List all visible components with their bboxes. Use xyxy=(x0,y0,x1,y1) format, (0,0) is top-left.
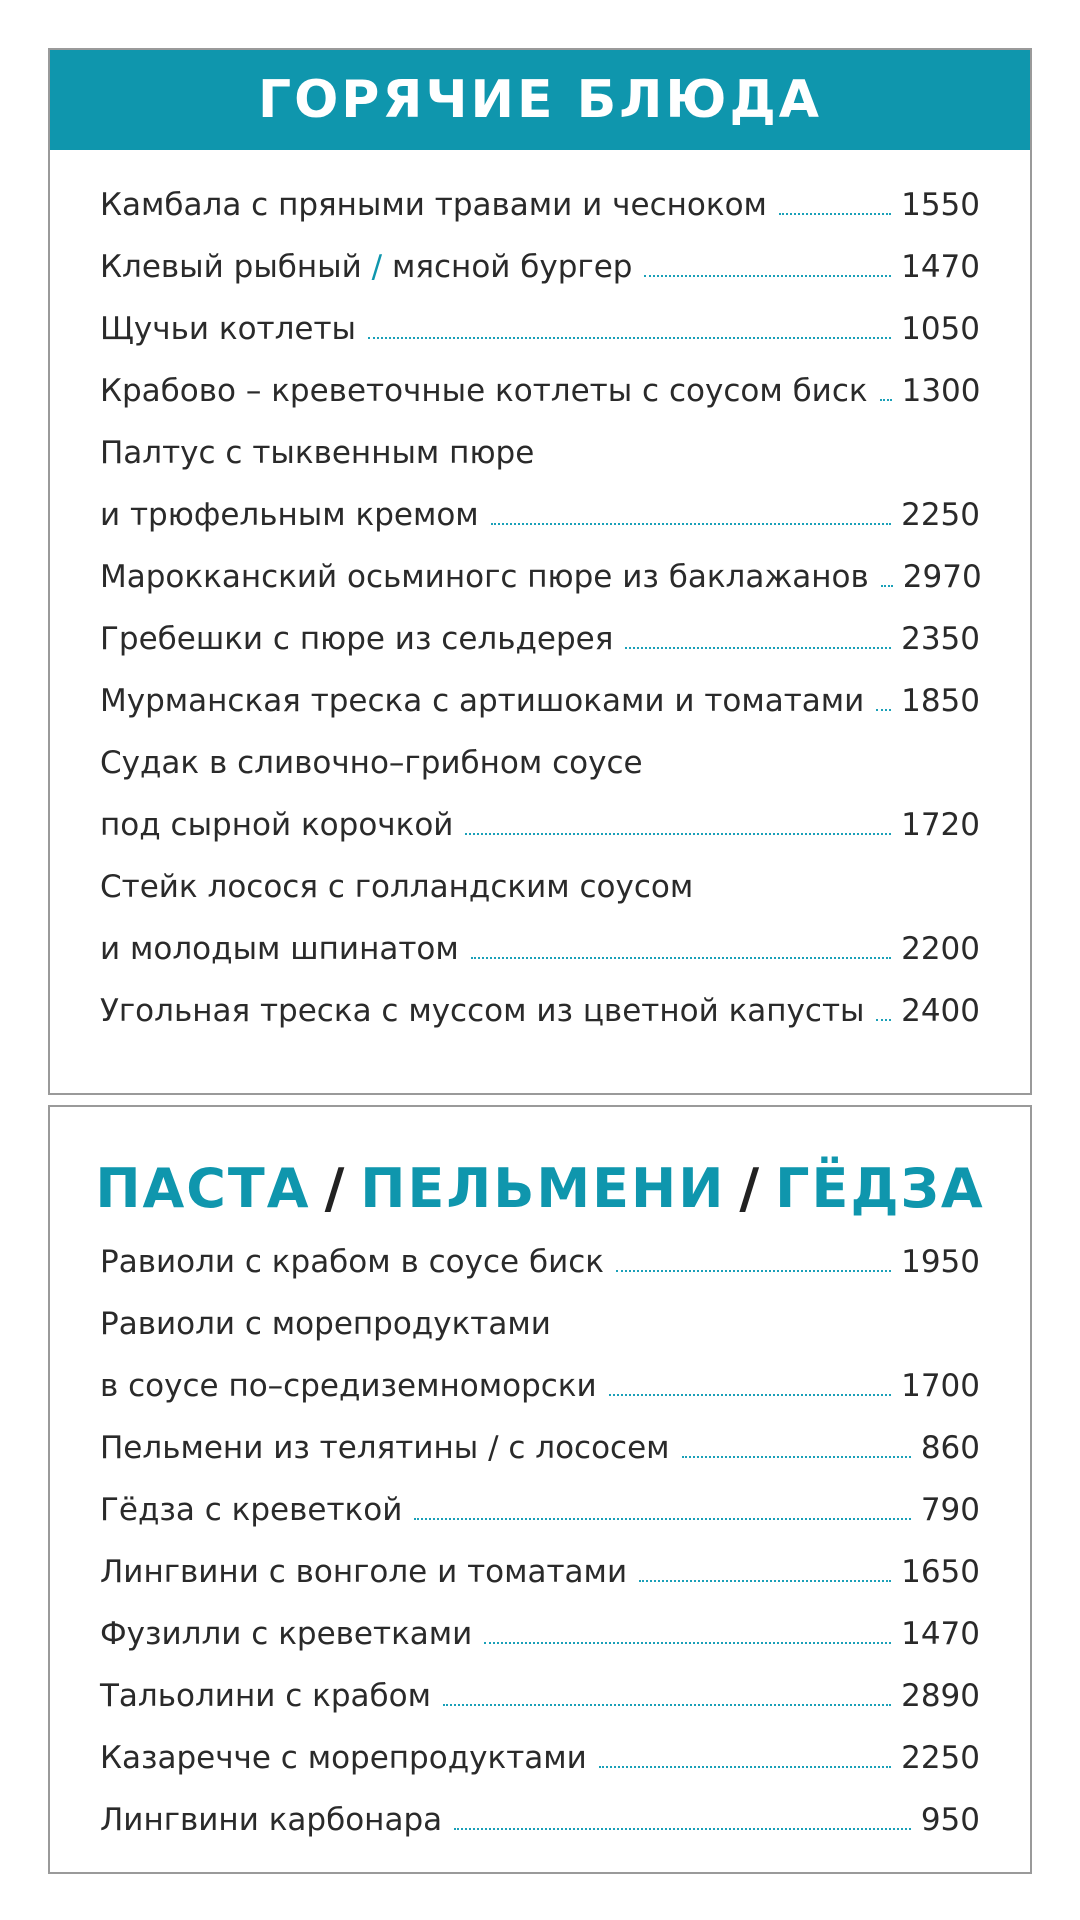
menu-item-name: Равиоли с морепродуктами xyxy=(100,1306,551,1342)
dot-leader xyxy=(465,833,891,835)
menu-item-name: в соусе по–средиземноморски xyxy=(100,1368,597,1404)
menu-item-name: Лингвини карбонара xyxy=(100,1802,443,1838)
menu-item-row xyxy=(100,1479,980,1541)
menu-item-price: 1850 xyxy=(901,683,980,719)
dot-leader xyxy=(471,957,891,959)
pasta-title xyxy=(50,1157,1030,1220)
menu-item-name: Щучьи котлеты xyxy=(100,311,357,347)
menu-item-price: 2250 xyxy=(901,497,980,533)
menu-item-price: 2400 xyxy=(901,993,980,1029)
slash-separator: / xyxy=(371,249,383,285)
dot-leader xyxy=(880,399,892,401)
menu-item-price: 1470 xyxy=(901,1616,980,1652)
pasta-title-part: ПЕЛЬМЕНИ xyxy=(360,1157,726,1220)
menu-item-row xyxy=(100,1417,980,1479)
menu-item-row xyxy=(100,980,980,1042)
menu-item-name: Равиоли с крабом в соусе биск xyxy=(100,1244,604,1280)
menu-item-price: 1050 xyxy=(901,311,980,347)
menu-item-name: Марокканский осьминогс пюре из баклажанов xyxy=(100,559,869,595)
menu-item-row-continued xyxy=(100,1293,980,1355)
dot-leader xyxy=(644,275,891,277)
menu-item-row xyxy=(100,298,980,360)
dot-leader xyxy=(609,1394,891,1396)
menu-item-row xyxy=(100,1665,980,1727)
menu-item-row xyxy=(100,1355,980,1417)
menu-item-name: Гребешки с пюре из сельдерея xyxy=(100,621,614,657)
dot-leader xyxy=(368,337,891,339)
menu-item-name: Клевый рыбный / мясной бургер xyxy=(100,249,633,285)
dot-leader xyxy=(876,1019,891,1021)
dot-leader xyxy=(876,709,891,711)
menu-item-row xyxy=(100,546,980,608)
menu-item-name: Гёдза с креветкой xyxy=(100,1492,403,1528)
dot-leader xyxy=(454,1828,911,1830)
dot-leader xyxy=(625,647,891,649)
pasta-title-separator: / xyxy=(324,1157,347,1220)
menu-item-price: 950 xyxy=(920,1802,980,1838)
dot-leader xyxy=(639,1580,891,1582)
menu-item-name: Лингвини с вонголе и томатами xyxy=(100,1554,628,1590)
menu-item-price: 1720 xyxy=(901,807,980,843)
hot-dishes-panel xyxy=(48,48,1032,1095)
dot-leader xyxy=(414,1518,910,1520)
dot-leader xyxy=(599,1766,891,1768)
menu-item-row-continued xyxy=(100,732,980,794)
menu-item-row xyxy=(100,174,980,236)
menu-item-price: 2890 xyxy=(901,1678,980,1714)
dot-leader xyxy=(443,1704,891,1706)
menu-item-price: 2970 xyxy=(902,559,982,595)
menu-item-row xyxy=(100,918,980,980)
menu-item-row xyxy=(100,1727,980,1789)
menu-item-row xyxy=(100,1603,980,1665)
dot-leader xyxy=(616,1270,891,1272)
menu-item-name: Фузилли с креветками xyxy=(100,1616,473,1652)
menu-item-row xyxy=(100,1789,980,1851)
menu-item-name: Казаречче с морепродуктами xyxy=(100,1740,587,1776)
menu-item-price: 1470 xyxy=(901,249,980,285)
menu-item-name: под сырной корочкой xyxy=(100,807,454,843)
menu-item-name: Пельмени из телятины / с лососем xyxy=(100,1430,670,1466)
pasta-title-part: ГЁДЗА xyxy=(775,1157,985,1220)
pasta-title-part: ПАСТА xyxy=(95,1157,311,1220)
dot-leader xyxy=(779,213,891,215)
menu-item-name: Мурманская треска с артишоками и томатами xyxy=(100,683,865,719)
menu-item-name: Палтус с тыквенным пюре xyxy=(100,435,535,471)
menu-item-row-continued xyxy=(100,422,980,484)
menu-item-price: 860 xyxy=(920,1430,980,1466)
menu-item-row xyxy=(100,794,980,856)
menu-item-name: Крабово – креветочные котлеты с соусом биск xyxy=(100,373,868,409)
menu-item-row xyxy=(100,1231,980,1293)
dot-leader xyxy=(682,1456,911,1458)
dot-leader xyxy=(491,523,891,525)
pasta-title-separator: / xyxy=(739,1157,762,1220)
menu-item-row xyxy=(100,236,980,298)
dot-leader xyxy=(484,1642,891,1644)
menu-item-row xyxy=(100,484,980,546)
menu-item-price: 790 xyxy=(920,1492,980,1528)
menu-item-name: Стейк лосося с голландским соусом xyxy=(100,869,694,905)
pasta-panel xyxy=(48,1105,1032,1874)
menu-item-name: Камбала с пряными травами и чесноком xyxy=(100,187,767,223)
menu-item-row-continued xyxy=(100,856,980,918)
menu-item-name: и трюфельным кремом xyxy=(100,497,479,533)
menu-item-row xyxy=(100,360,980,422)
menu-item-name: и молодым шпинатом xyxy=(100,931,459,967)
dot-leader xyxy=(881,585,893,587)
menu-item-price: 1650 xyxy=(901,1554,980,1590)
menu-item-price: 2200 xyxy=(901,931,980,967)
menu-item-price: 1700 xyxy=(901,1368,980,1404)
menu-item-row xyxy=(100,608,980,670)
pasta-list xyxy=(100,1231,980,1851)
menu-item-price: 2350 xyxy=(901,621,980,657)
menu-item-name: Тальолини с крабом xyxy=(100,1678,431,1714)
menu-item-name: Угольная треска с муссом из цветной капусты xyxy=(100,993,865,1029)
hot-dishes-list xyxy=(100,174,980,1042)
menu-item-price: 1550 xyxy=(901,187,980,223)
menu-item-price: 1950 xyxy=(901,1244,980,1280)
menu-item-price: 1300 xyxy=(901,373,981,409)
hot-dishes-title: ГОРЯЧИЕ БЛЮДА xyxy=(50,50,1030,150)
menu-item-price: 2250 xyxy=(901,1740,980,1776)
menu-item-row xyxy=(100,670,980,732)
menu-item-row xyxy=(100,1541,980,1603)
menu-item-name: Судак в сливочно–грибном соусе xyxy=(100,745,643,781)
